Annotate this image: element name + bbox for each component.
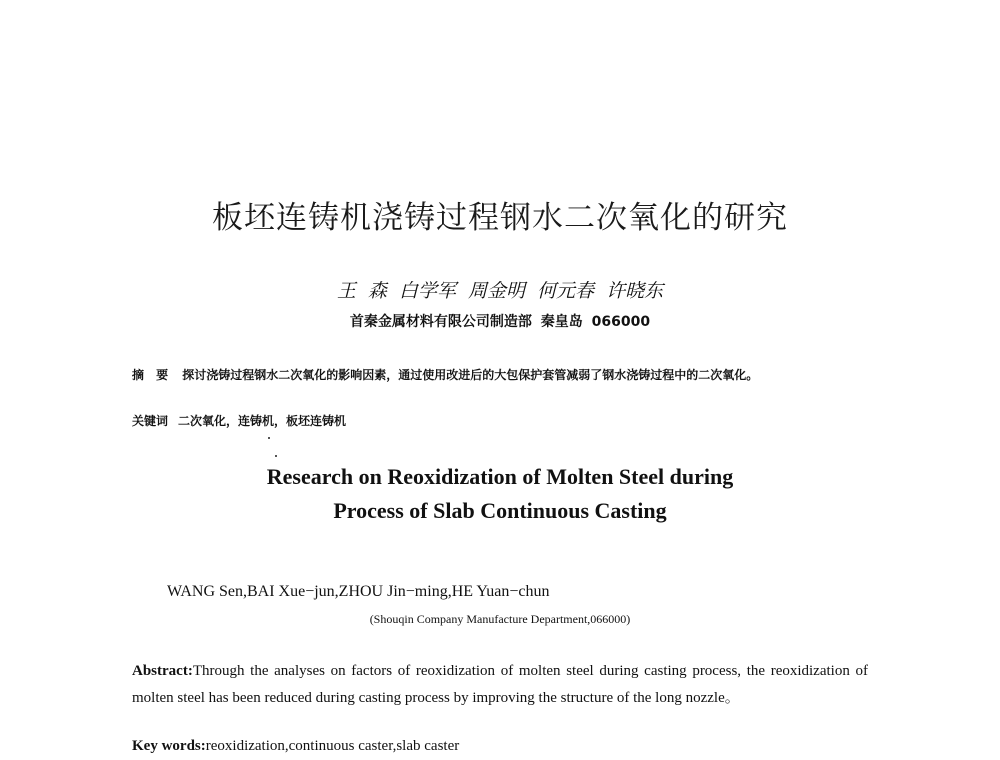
chinese-abstract bbox=[132, 364, 868, 386]
scan-speck bbox=[268, 437, 270, 439]
english-abstract-text: Through the analyses on factors of reoxidization of molten steel during casting process, the reoxidization of molten steel has been reduced during casting process by improving the structure of the long nozzle。 bbox=[132, 663, 868, 706]
english-title bbox=[0, 460, 1000, 528]
english-title-line-1: Research on Reoxidization of Molten Steel during bbox=[266, 464, 734, 489]
english-authors: WANG Sen,BAI Xue−jun,ZHOU Jin−ming,HE Yuan−chun bbox=[167, 583, 550, 600]
english-title-line-2: Process of Slab Continuous Casting bbox=[333, 498, 667, 523]
scan-speck bbox=[275, 455, 277, 457]
chinese-abstract-text: 探讨浇铸过程钢水二次氧化的影响因素，通过使用改进后的大包保护套管减弱了钢水浇铸过程中的二次氧化。 bbox=[182, 368, 759, 382]
english-affiliation: (Shouqin Company Manufacture Department,066000) bbox=[369, 612, 631, 626]
english-keywords bbox=[132, 738, 868, 755]
chinese-keywords-text: 二次氧化，连铸机，板坯连铸机 bbox=[178, 414, 347, 428]
chinese-abstract-label: 摘 要 bbox=[132, 368, 173, 382]
english-keywords-text: reoxidization,continuous caster,slab caster bbox=[205, 738, 460, 754]
chinese-keywords-label: 关键词 bbox=[132, 414, 169, 428]
chinese-affiliation: 首秦金属材料有限公司制造部 秦皇岛 066000 bbox=[349, 314, 651, 330]
chinese-keywords bbox=[132, 412, 868, 429]
chinese-authors: 王 森 白学军 周金明 何元春 许晓东 bbox=[336, 280, 664, 302]
english-abstract-label: Abstract: bbox=[132, 663, 193, 679]
chinese-title: 板坯连铸机浇铸过程钢水二次氧化的研究 bbox=[212, 200, 788, 236]
english-abstract bbox=[132, 658, 868, 712]
english-keywords-label: Key words: bbox=[132, 738, 206, 754]
